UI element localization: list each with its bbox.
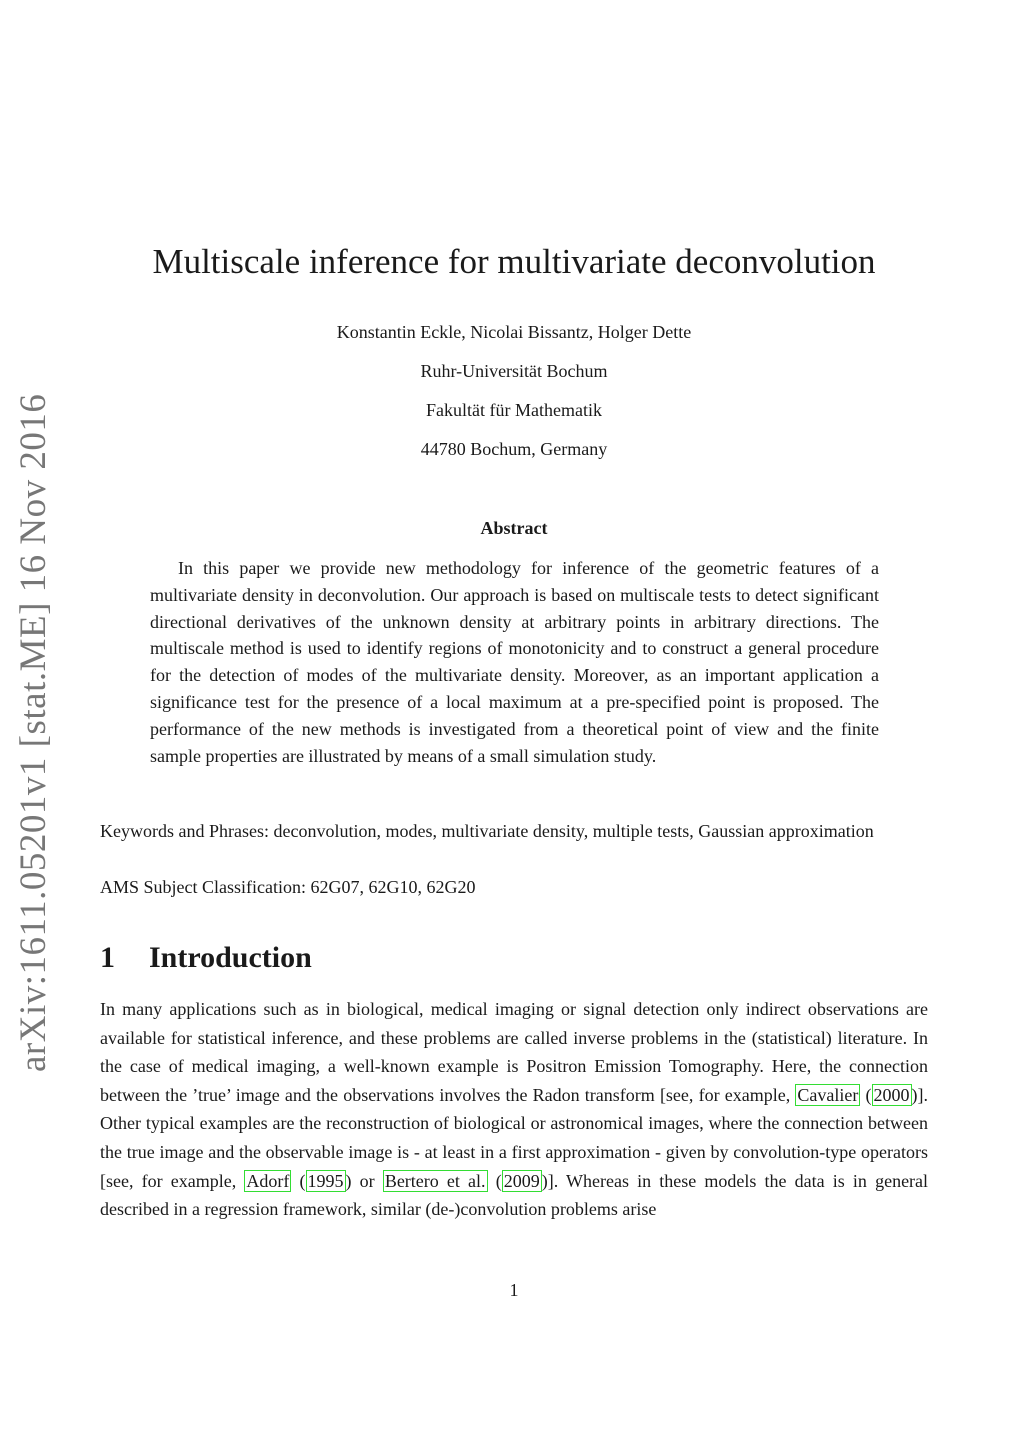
citation-link-adorf-year[interactable]: 1995	[307, 1170, 344, 1191]
intro-text-part-3: or	[351, 1170, 383, 1191]
close-paren: )	[911, 1084, 918, 1105]
citation-link-bertero[interactable]: Bertero et al.	[384, 1170, 486, 1191]
section-heading-introduction	[100, 938, 700, 978]
open-paren: (	[299, 1170, 306, 1191]
paper-title: Multiscale inference for multivariate deconvolution	[152, 242, 876, 281]
abstract-heading: Abstract	[480, 518, 548, 538]
abstract-text: In this paper we provide new methodology for inference of the geometric features of a multivariate density in deconvolution. Our approach is based on multiscale tests to detect significant directional derivatives of the unknown density at arbitrary points in arbitrary directions. The multiscale method is used to identify regions of monotonicity and to construct a general procedure for the detection of modes of the multivariate density. Moreover, as an important application a significance test for the presence of a local maximum at a pre-specified point is proposed. The performance of the new methods is investigated from a theoretical point of view and the finite sample properties are illustrated by means of a small simulation study.	[150, 558, 879, 766]
affiliation-faculty: Fakultät für Mathematik	[426, 400, 602, 420]
section-title: Introduction	[149, 941, 312, 974]
close-paren: )	[541, 1170, 548, 1191]
keywords-line: Keywords and Phrases: deconvolution, modes, multivariate density, multiple tests, Gaussian approximation	[100, 821, 874, 841]
author-list: Konstantin Eckle, Nicolai Bissantz, Holger Dette	[336, 322, 692, 342]
affiliation-university: Ruhr-Universität Bochum	[420, 361, 608, 381]
intro-text-part-2: ]. Other typical examples are the reconstruction of biological or astronomical images, where the connection between the true image and the observable image is - at least in a first approximation - given by convolution-type operators [see, for example,	[100, 1084, 929, 1191]
page-number: 1	[509, 1280, 519, 1300]
arxiv-identifier-stamp: arXiv:1611.05201v1 [stat.ME] 16 Nov 2016	[13, 393, 54, 1072]
intro-text-part-4: ]. Whereas in these models the data is in general described in a regression framework, similar (de-)convolution problems arise	[100, 1170, 929, 1220]
close-paren: )	[345, 1170, 352, 1191]
open-paren: (	[865, 1084, 872, 1105]
introduction-paragraph	[100, 995, 928, 1224]
citation-link-cavalier-year[interactable]: 2000	[873, 1084, 910, 1105]
ams-classification: AMS Subject Classification: 62G07, 62G10, 62G20	[100, 877, 476, 897]
open-paren: (	[495, 1170, 502, 1191]
citation-link-adorf[interactable]: Adorf	[246, 1170, 290, 1191]
citation-link-cavalier[interactable]: Cavalier	[797, 1084, 859, 1105]
section-number: 1	[100, 941, 115, 974]
citation-link-bertero-year[interactable]: 2009	[503, 1170, 540, 1191]
affiliation-address: 44780 Bochum, Germany	[420, 439, 608, 459]
intro-text-part-1: In many applications such as in biological, medical imaging or signal detection only indirect observations are available for statistical inference, and these problems are called inverse problems in the (statistical) literature. In the case of medical imaging, a well-known example is Positron Emission Tomography. Here, the connection between the ’true’ image and the observations involves the Radon transform [see, for example,	[100, 999, 928, 1105]
